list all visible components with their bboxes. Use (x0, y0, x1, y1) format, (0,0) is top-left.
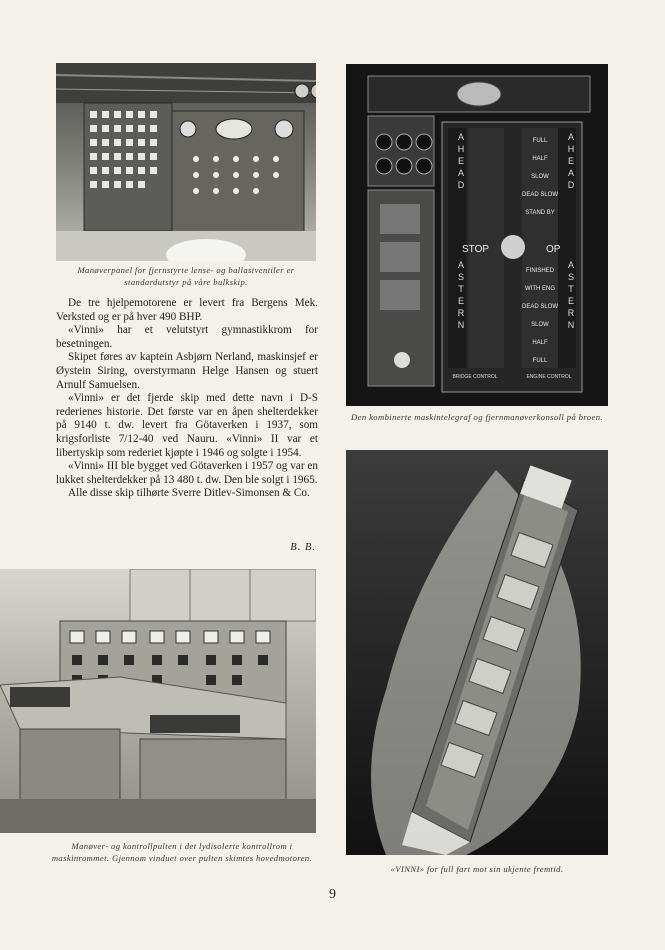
telegraph-step-label: HALF (532, 156, 548, 162)
article-paragraph: «Vinni» har et velutstyrt gymnastikkrom for besetningen. (56, 324, 318, 350)
photo-bridge-telegraph (346, 64, 608, 406)
telegraph-step-label: SLOW (531, 174, 549, 180)
telegraph-step-label: DEAD SLOW (522, 304, 559, 310)
telegraph-step-label: HALF (532, 340, 548, 346)
telegraph-stop-label: STOP (462, 244, 490, 255)
control-room-illustration (0, 569, 316, 833)
telegraph-astern-right: ASTERN (566, 260, 576, 332)
telegraph-bridge-control-label: BRIDGE CONTROL (452, 374, 498, 380)
caption-control-room: Manøver- og kontrollpulten i det lydisolerte kontrollrom i maskinrommet. Gjennom vinduet over pulten skimtes hovedmotoren. (51, 841, 313, 863)
telegraph-step-label: FULL (532, 138, 548, 144)
article-paragraph: «Vinni» er det fjerde skip med dette navn i D-S rederienes historie. Det første var en åpen shelterdekker på 9140 t. dw. levert fra Götaverken i 1937, som krigsforliste 7/12-40 ved Nauru. «Vinni» II var et libertyskip som rederiet kjøpte i 1946 og solgte i 1954. (56, 392, 318, 459)
telegraph-step-label: STAND BY (525, 210, 555, 216)
telegraph-step-label: SLOW (531, 322, 549, 328)
article-body (56, 297, 318, 501)
manoeuvre-panel-illustration (56, 63, 316, 261)
article-signature: B. B. (290, 542, 316, 553)
telegraph-engine-control-label: ENGINE CONTROL (526, 374, 572, 380)
caption-manoeuvre-panel: Manøverpanel for fjernstyrte lense- og ballastventiler er standardutstyr på våre bulkskip. (77, 265, 295, 287)
article-paragraph: Skipet føres av kaptein Asbjørn Nerland, maskinsjef er Øystein Siring, overstyrmann Helge Hansen og stuert Arnulf Samuelsen. (56, 351, 318, 391)
telegraph-step-label: FINISHED WITH ENG (525, 268, 555, 292)
telegraph-astern-steps (522, 262, 558, 370)
telegraph-step-label: FULL (532, 358, 548, 364)
telegraph-ahead-left: AHEAD (456, 132, 466, 192)
telegraph-ahead-steps (522, 132, 558, 222)
page-number: 9 (329, 887, 336, 902)
caption-bridge-telegraph: Den kombinerte maskintelegraf og fjernmanøverkonsoll på broen. (351, 412, 603, 422)
telegraph-op-label: OP (546, 244, 561, 255)
photo-vinni-at-sea (346, 450, 608, 855)
telegraph-astern-left: ASTERN (456, 260, 466, 332)
photo-control-room-desk (0, 569, 316, 833)
photo-manoeuvre-panel (56, 63, 316, 261)
ship-illustration (346, 450, 608, 855)
telegraph-console-illustration (346, 64, 608, 406)
article-paragraph: «Vinni» III ble bygget ved Götaverken i 1957 og var en lukket shelterdekker på 13 480 t. dw. Den ble solgt i 1965. (56, 460, 318, 486)
telegraph-step-label: DEAD SLOW (522, 192, 559, 198)
article-paragraph: Alle disse skip tilhørte Sverre Ditlev-Simonsen & Co. (68, 487, 310, 500)
telegraph-ahead-right: AHEAD (566, 132, 576, 192)
article-paragraph: De tre hjelpemotorene er levert fra Bergens Mek. Verksted og er på hver 490 BHP. (56, 297, 318, 323)
caption-vinni: «VINNI» for full fart mot sin ukjente fremtid. (390, 864, 564, 874)
